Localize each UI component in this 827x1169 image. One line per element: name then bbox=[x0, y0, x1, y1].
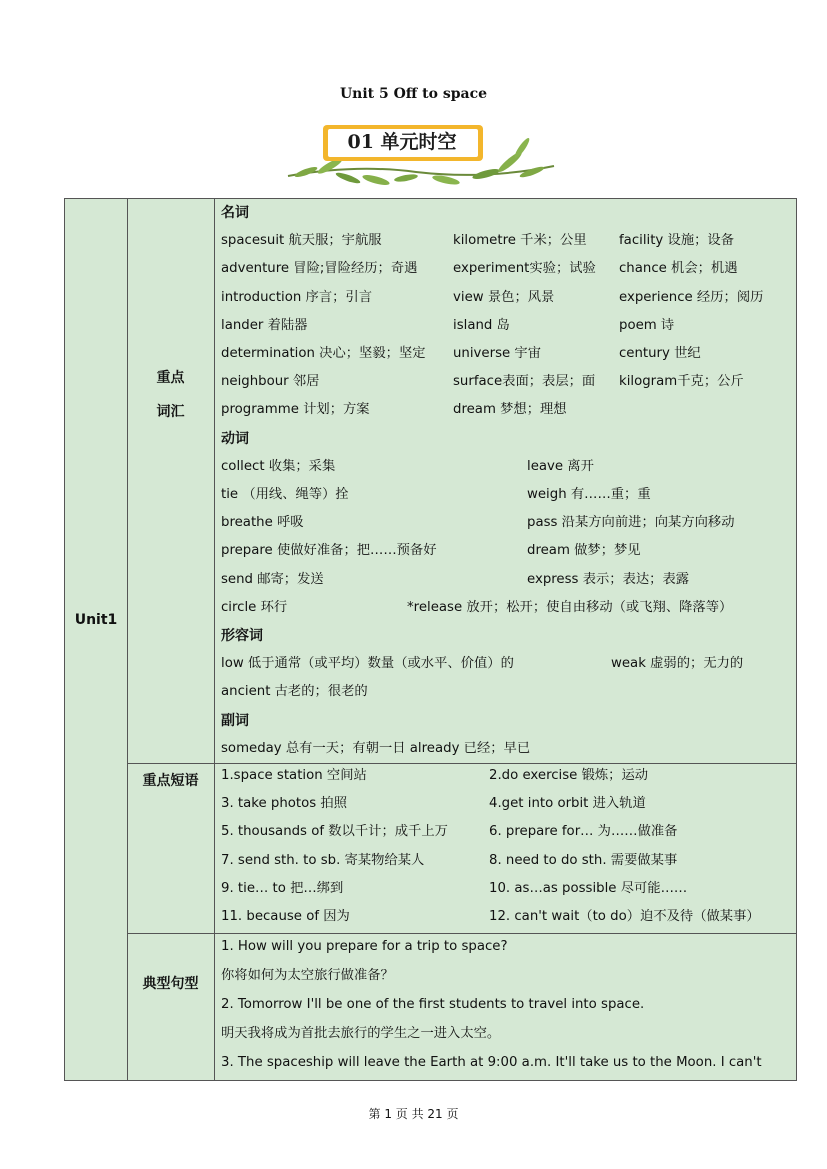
vocab-entry: ancient 古老的；很老的 bbox=[221, 684, 368, 700]
phrase-entry: 6. prepare for… 为……做准备 bbox=[489, 824, 678, 840]
vocab-entry: kilogram千克；公斤 bbox=[619, 374, 744, 390]
phrase-entry: 1.space station 空间站 bbox=[221, 768, 367, 783]
vocab-entry: 形容词 bbox=[221, 628, 263, 644]
sentence-line: 明天我将成为首批去旅行的学生之一进入太空。 bbox=[221, 1026, 501, 1041]
table-divider bbox=[214, 199, 215, 1080]
phrases-label: 重点短语 bbox=[142, 773, 199, 789]
vocab-entry: someday 总有一天；有朝一日 already 已经；早已 bbox=[221, 740, 531, 756]
phrase-entry: 11. because of 因为 bbox=[221, 909, 350, 924]
sentence-line: 2. Tomorrow I'll be one of the first students to travel into space. bbox=[221, 997, 645, 1012]
vocab-entry: weak 虚弱的；无力的 bbox=[611, 656, 744, 672]
phrase-entry: 8. need to do sth. 需要做某事 bbox=[489, 852, 678, 868]
table-divider bbox=[127, 763, 796, 764]
vocab-entry: determination 决心；坚毅；坚定 bbox=[221, 346, 426, 361]
vocab-entry: introduction 序言；引言 bbox=[221, 289, 373, 305]
vocab-entry: dream 梦想；理想 bbox=[453, 402, 567, 418]
sentence-line: 3. The spaceship will leave the Earth at 9:00 a.m. It'll take us to the Moon. I can't bbox=[221, 1055, 762, 1070]
vocab-entry: prepare 使做好准备；把……预备好 bbox=[221, 543, 437, 559]
section-badge: 01 单元时空 bbox=[347, 131, 457, 153]
sentence-line: 你将如何为太空旅行做准备？ bbox=[221, 968, 394, 983]
vocab-entry: send 邮寄；发送 bbox=[221, 571, 324, 587]
unit-table bbox=[64, 198, 797, 1081]
vocab-entry: neighbour 邻居 bbox=[221, 374, 320, 390]
vocab-entry: dream 做梦；梦见 bbox=[527, 543, 641, 559]
vocab-entry: universe 宇宙 bbox=[453, 346, 541, 361]
phrase-entry: 5. thousands of 数以千计；成千上万 bbox=[221, 824, 448, 840]
vocab-entry: collect 收集；采集 bbox=[221, 458, 336, 474]
sentence-line: 1. How will you prepare for a trip to space? bbox=[221, 939, 508, 954]
page-footer: 第 1 页 共 21 页 bbox=[368, 1107, 459, 1121]
phrase-entry: 4.get into orbit 进入轨道 bbox=[489, 796, 646, 812]
vocab-entry: leave 离开 bbox=[527, 458, 594, 474]
vocab-entry: 副词 bbox=[221, 712, 249, 729]
phrase-entry: 9. tie… to 把…绑到 bbox=[221, 880, 344, 896]
table-divider bbox=[127, 199, 128, 1080]
vocab-entry: breathe 呼吸 bbox=[221, 515, 304, 531]
vocab-label-line1: 重点 bbox=[156, 370, 185, 386]
phrase-entry: 2.do exercise 锻炼；运动 bbox=[489, 768, 649, 783]
vocab-entry: tie （用线、绳等）拴 bbox=[221, 487, 349, 502]
phrase-entry: 7. send sth. to sb. 寄某物给某人 bbox=[221, 852, 425, 868]
sentences-label: 典型句型 bbox=[142, 976, 199, 992]
vocab-entry: island 岛 bbox=[453, 317, 510, 333]
vocab-entry: circle 环行 bbox=[221, 599, 288, 615]
vocab-entry: 名词 bbox=[221, 205, 249, 221]
vocab-entry: programme 计划；方案 bbox=[221, 402, 370, 418]
vocab-entry: 动词 bbox=[221, 430, 249, 447]
vocab-entry: lander 着陆器 bbox=[221, 317, 308, 333]
vocab-entry: adventure 冒险;冒险经历；奇遇 bbox=[221, 261, 418, 277]
vocab-entry: century 世纪 bbox=[619, 346, 701, 361]
vocab-entry: experiment实验；试验 bbox=[453, 261, 596, 277]
vocab-entry: low 低于通常（或平均）数量（或水平、价值）的 bbox=[221, 656, 514, 672]
vocab-entry: poem 诗 bbox=[619, 317, 675, 333]
vocab-entry: express 表示；表达；表露 bbox=[527, 571, 690, 587]
vocab-entry: surface表面；表层；面 bbox=[453, 374, 596, 390]
table-divider bbox=[127, 933, 796, 934]
phrase-entry: 3. take photos 拍照 bbox=[221, 796, 348, 812]
vocab-entry: facility 设施；设备 bbox=[619, 233, 735, 249]
vocab-entry: spacesuit 航天服；宇航服 bbox=[221, 233, 382, 249]
vocab-entry: experience 经历；阅历 bbox=[619, 289, 764, 305]
phrase-entry: 10. as…as possible 尽可能…… bbox=[489, 880, 688, 896]
vocab-entry: view 景色；风景 bbox=[453, 289, 555, 305]
vocab-entry: weigh 有……重；重 bbox=[527, 487, 651, 502]
vocab-entry: chance 机会；机遇 bbox=[619, 261, 738, 277]
document-title: Unit 5 Off to space bbox=[339, 86, 488, 102]
vocab-entry: pass 沿某方向前进；向某方向移动 bbox=[527, 515, 735, 531]
vocab-entry: *release 放开；松开；使自由移动（或飞翔、降落等） bbox=[407, 599, 733, 615]
vocab-entry: kilometre 千米；公里 bbox=[453, 233, 587, 249]
vocab-label-line2: 词汇 bbox=[156, 404, 185, 420]
phrase-entry: 12. can't wait（to do）迫不及待（做某事） bbox=[489, 909, 760, 924]
row-label: Unit1 bbox=[74, 612, 118, 628]
